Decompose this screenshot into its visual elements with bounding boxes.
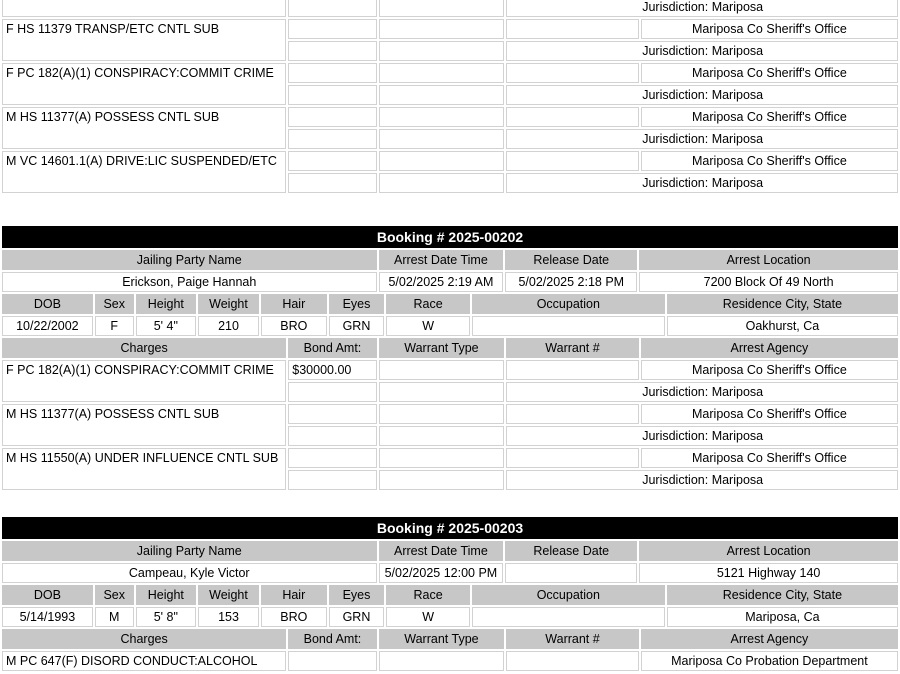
height-value: 5' 8" <box>136 607 196 627</box>
jurisdiction-cell: Jurisdiction: Mariposa <box>506 41 898 61</box>
height-header: Height <box>136 585 196 605</box>
arrest-agency: Mariposa Co Sheriff's Office <box>641 360 898 380</box>
release-date-header: Release Date <box>505 250 637 270</box>
warrant-number <box>506 19 639 39</box>
arrest-datetime: 5/02/2025 2:19 AM <box>379 272 504 292</box>
height-value: 5' 4" <box>136 316 196 336</box>
charge-row <box>2 151 898 171</box>
warrant-type <box>379 151 505 171</box>
booking-title: Booking # 2025-00203 <box>2 517 898 539</box>
booking-header-table <box>0 515 900 585</box>
hair-header: Hair <box>261 585 326 605</box>
warrant-type-header: Warrant Type <box>379 629 505 649</box>
warrant-type-header: Warrant Type <box>379 338 505 358</box>
arrest-agency: Mariposa Co Sheriff's Office <box>641 63 898 83</box>
warrant-type <box>379 404 505 424</box>
person-details-table <box>0 292 900 338</box>
warrant-number-header: Warrant # <box>506 338 639 358</box>
booking-title: Booking # 2025-00202 <box>2 226 898 248</box>
race-value: W <box>386 607 469 627</box>
warrant-number <box>506 448 639 468</box>
sex-value: M <box>95 607 134 627</box>
warrant-type <box>379 448 505 468</box>
occupation-value <box>472 607 665 627</box>
warrant-number <box>506 63 639 83</box>
warrant-type <box>379 63 505 83</box>
eyes-value: GRN <box>329 607 385 627</box>
charge-description: M HS 11377(A) POSSESS CNTL SUB <box>2 107 286 149</box>
sex-value: F <box>95 316 134 336</box>
weight-header: Weight <box>198 585 259 605</box>
charge-row <box>2 448 898 468</box>
charge-description: M VC 14601.1(A) DRIVE:LIC SUSPENDED/ETC <box>2 151 286 193</box>
jurisdiction-cell: Jurisdiction: Mariposa <box>506 85 898 105</box>
residence-header: Residence City, State <box>667 294 898 314</box>
warrant-number <box>506 151 639 171</box>
jurisdiction-cell: Jurisdiction: Mariposa <box>506 129 898 149</box>
release-date: 5/02/2025 2:18 PM <box>505 272 637 292</box>
arrest-agency-header: Arrest Agency <box>641 338 898 358</box>
charge-row <box>2 107 898 127</box>
charge-row <box>2 360 898 380</box>
dob-value: 10/22/2002 <box>2 316 93 336</box>
jailing-party-header: Jailing Party Name <box>2 250 377 270</box>
warrant-type <box>379 107 505 127</box>
jurisdiction-cell: Jurisdiction: Mariposa <box>506 470 898 490</box>
warrant-number <box>506 404 639 424</box>
jurisdiction-cell: Jurisdiction: Mariposa <box>506 0 898 17</box>
bond-amount <box>288 19 376 39</box>
charges-table <box>0 627 900 673</box>
weight-value: 210 <box>198 316 259 336</box>
charges-header: Charges <box>2 338 286 358</box>
arrest-datetime: 5/02/2025 12:00 PM <box>379 563 504 583</box>
jurisdiction-cell: Jurisdiction: Mariposa <box>506 382 898 402</box>
arrest-agency: Mariposa Co Sheriff's Office <box>641 107 898 127</box>
bond-amount <box>288 107 376 127</box>
jailing-party-name: Erickson, Paige Hannah <box>2 272 377 292</box>
residence-value: Oakhurst, Ca <box>667 316 898 336</box>
charge-description: F HS 11379 TRANSP/ETC CNTL SUB <box>2 19 286 61</box>
hair-value: BRO <box>261 607 326 627</box>
bond-amount <box>288 448 376 468</box>
race-header: Race <box>386 294 469 314</box>
jailing-party-name: Campeau, Kyle Victor <box>2 563 377 583</box>
jailing-party-header: Jailing Party Name <box>2 541 377 561</box>
hair-value: BRO <box>261 316 326 336</box>
warrant-type <box>379 19 505 39</box>
charges-table-previous <box>0 0 900 195</box>
occupation-header: Occupation <box>472 585 665 605</box>
race-value: W <box>386 316 469 336</box>
charge-description: F PC 182(A)(1) CONSPIRACY:COMMIT CRIME <box>2 360 286 402</box>
warrant-number <box>506 651 639 671</box>
residence-value: Mariposa, Ca <box>667 607 898 627</box>
arrest-agency: Mariposa Co Sheriff's Office <box>641 151 898 171</box>
arrest-agency: Mariposa Co Sheriff's Office <box>641 448 898 468</box>
eyes-header: Eyes <box>329 585 385 605</box>
arrest-location: 5121 Highway 140 <box>639 563 898 583</box>
charge-row <box>2 404 898 424</box>
bond-amount <box>288 151 376 171</box>
arrest-agency: Mariposa Co Sheriff's Office <box>641 19 898 39</box>
charge-description: M HS 11377(A) POSSESS CNTL SUB <box>2 404 286 446</box>
jurisdiction-cell: Jurisdiction: Mariposa <box>506 173 898 193</box>
bond-amount <box>288 63 376 83</box>
race-header: Race <box>386 585 469 605</box>
charge-description: M HS 11550(A) UNDER INFLUENCE CNTL SUB <box>2 448 286 490</box>
weight-header: Weight <box>198 294 259 314</box>
bond-header: Bond Amt: <box>288 629 376 649</box>
release-date-header: Release Date <box>505 541 637 561</box>
warrant-number <box>506 360 639 380</box>
arrest-location-header: Arrest Location <box>639 541 898 561</box>
charge-description: F PC 182(A)(1) CONSPIRACY:COMMIT CRIME <box>2 63 286 105</box>
bond-header: Bond Amt: <box>288 338 376 358</box>
dob-header: DOB <box>2 294 93 314</box>
weight-value: 153 <box>198 607 259 627</box>
person-details-table <box>0 583 900 629</box>
jurisdiction-cell: Jurisdiction: Mariposa <box>506 426 898 446</box>
eyes-header: Eyes <box>329 294 385 314</box>
release-date <box>505 563 637 583</box>
dob-value: 5/14/1993 <box>2 607 93 627</box>
arrest-datetime-header: Arrest Date Time <box>379 541 504 561</box>
bond-amount <box>288 404 376 424</box>
charge-row <box>2 63 898 83</box>
warrant-number-header: Warrant # <box>506 629 639 649</box>
residence-header: Residence City, State <box>667 585 898 605</box>
charges-table <box>0 336 900 492</box>
warrant-type <box>379 651 505 671</box>
warrant-type <box>379 360 505 380</box>
eyes-value: GRN <box>329 316 385 336</box>
charges-header: Charges <box>2 629 286 649</box>
hair-header: Hair <box>261 294 326 314</box>
arrest-agency-header: Arrest Agency <box>641 629 898 649</box>
arrest-agency: Mariposa Co Probation Department <box>641 651 898 671</box>
charge-row <box>2 651 898 671</box>
booking-header-table <box>0 224 900 294</box>
arrest-location: 7200 Block Of 49 North <box>639 272 898 292</box>
bond-amount <box>288 651 376 671</box>
height-header: Height <box>136 294 196 314</box>
arrest-agency: Mariposa Co Sheriff's Office <box>641 404 898 424</box>
sex-header: Sex <box>95 294 134 314</box>
charge-description: M PC 647(F) DISORD CONDUCT:ALCOHOL <box>2 651 286 671</box>
dob-header: DOB <box>2 585 93 605</box>
bond-amount: $30000.00 <box>288 360 376 380</box>
sex-header: Sex <box>95 585 134 605</box>
occupation-header: Occupation <box>472 294 665 314</box>
charge-row <box>2 19 898 39</box>
occupation-value <box>472 316 665 336</box>
arrest-datetime-header: Arrest Date Time <box>379 250 504 270</box>
warrant-number <box>506 107 639 127</box>
arrest-location-header: Arrest Location <box>639 250 898 270</box>
